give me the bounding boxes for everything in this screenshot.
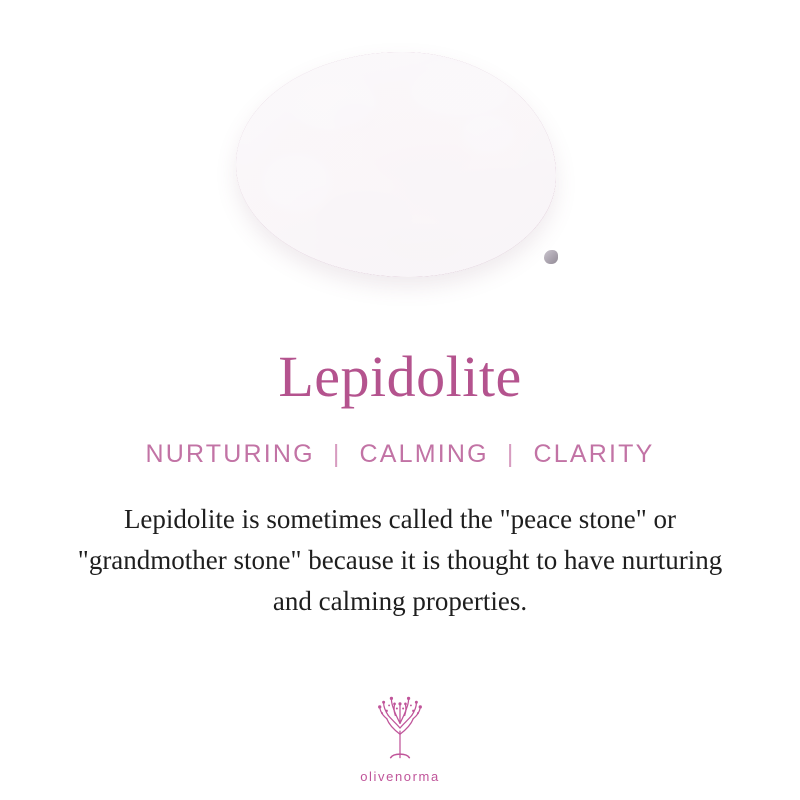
stone-image-area xyxy=(0,0,800,330)
brand-name: olivenorma xyxy=(360,769,440,784)
stone-speckle-texture xyxy=(236,52,556,277)
keyword-nurturing: NURTURING xyxy=(145,440,315,468)
brand-logo xyxy=(0,689,800,784)
keyword-calming: CALMING xyxy=(359,440,489,468)
tree-of-life-icon xyxy=(361,689,439,767)
keyword-list xyxy=(129,440,670,469)
keyword-separator: | xyxy=(506,440,516,468)
keyword-separator: | xyxy=(332,440,342,468)
description-text: Lepidolite is sometimes called the "peace stone" or "grandmother stone" because it is thought to have nurturing and calming properties. xyxy=(77,504,723,617)
page-title: Lepidolite xyxy=(278,344,522,409)
lepidolite-stone-image xyxy=(236,52,556,277)
keyword-clarity: CLARITY xyxy=(533,440,655,468)
stone-fragment xyxy=(544,250,558,264)
